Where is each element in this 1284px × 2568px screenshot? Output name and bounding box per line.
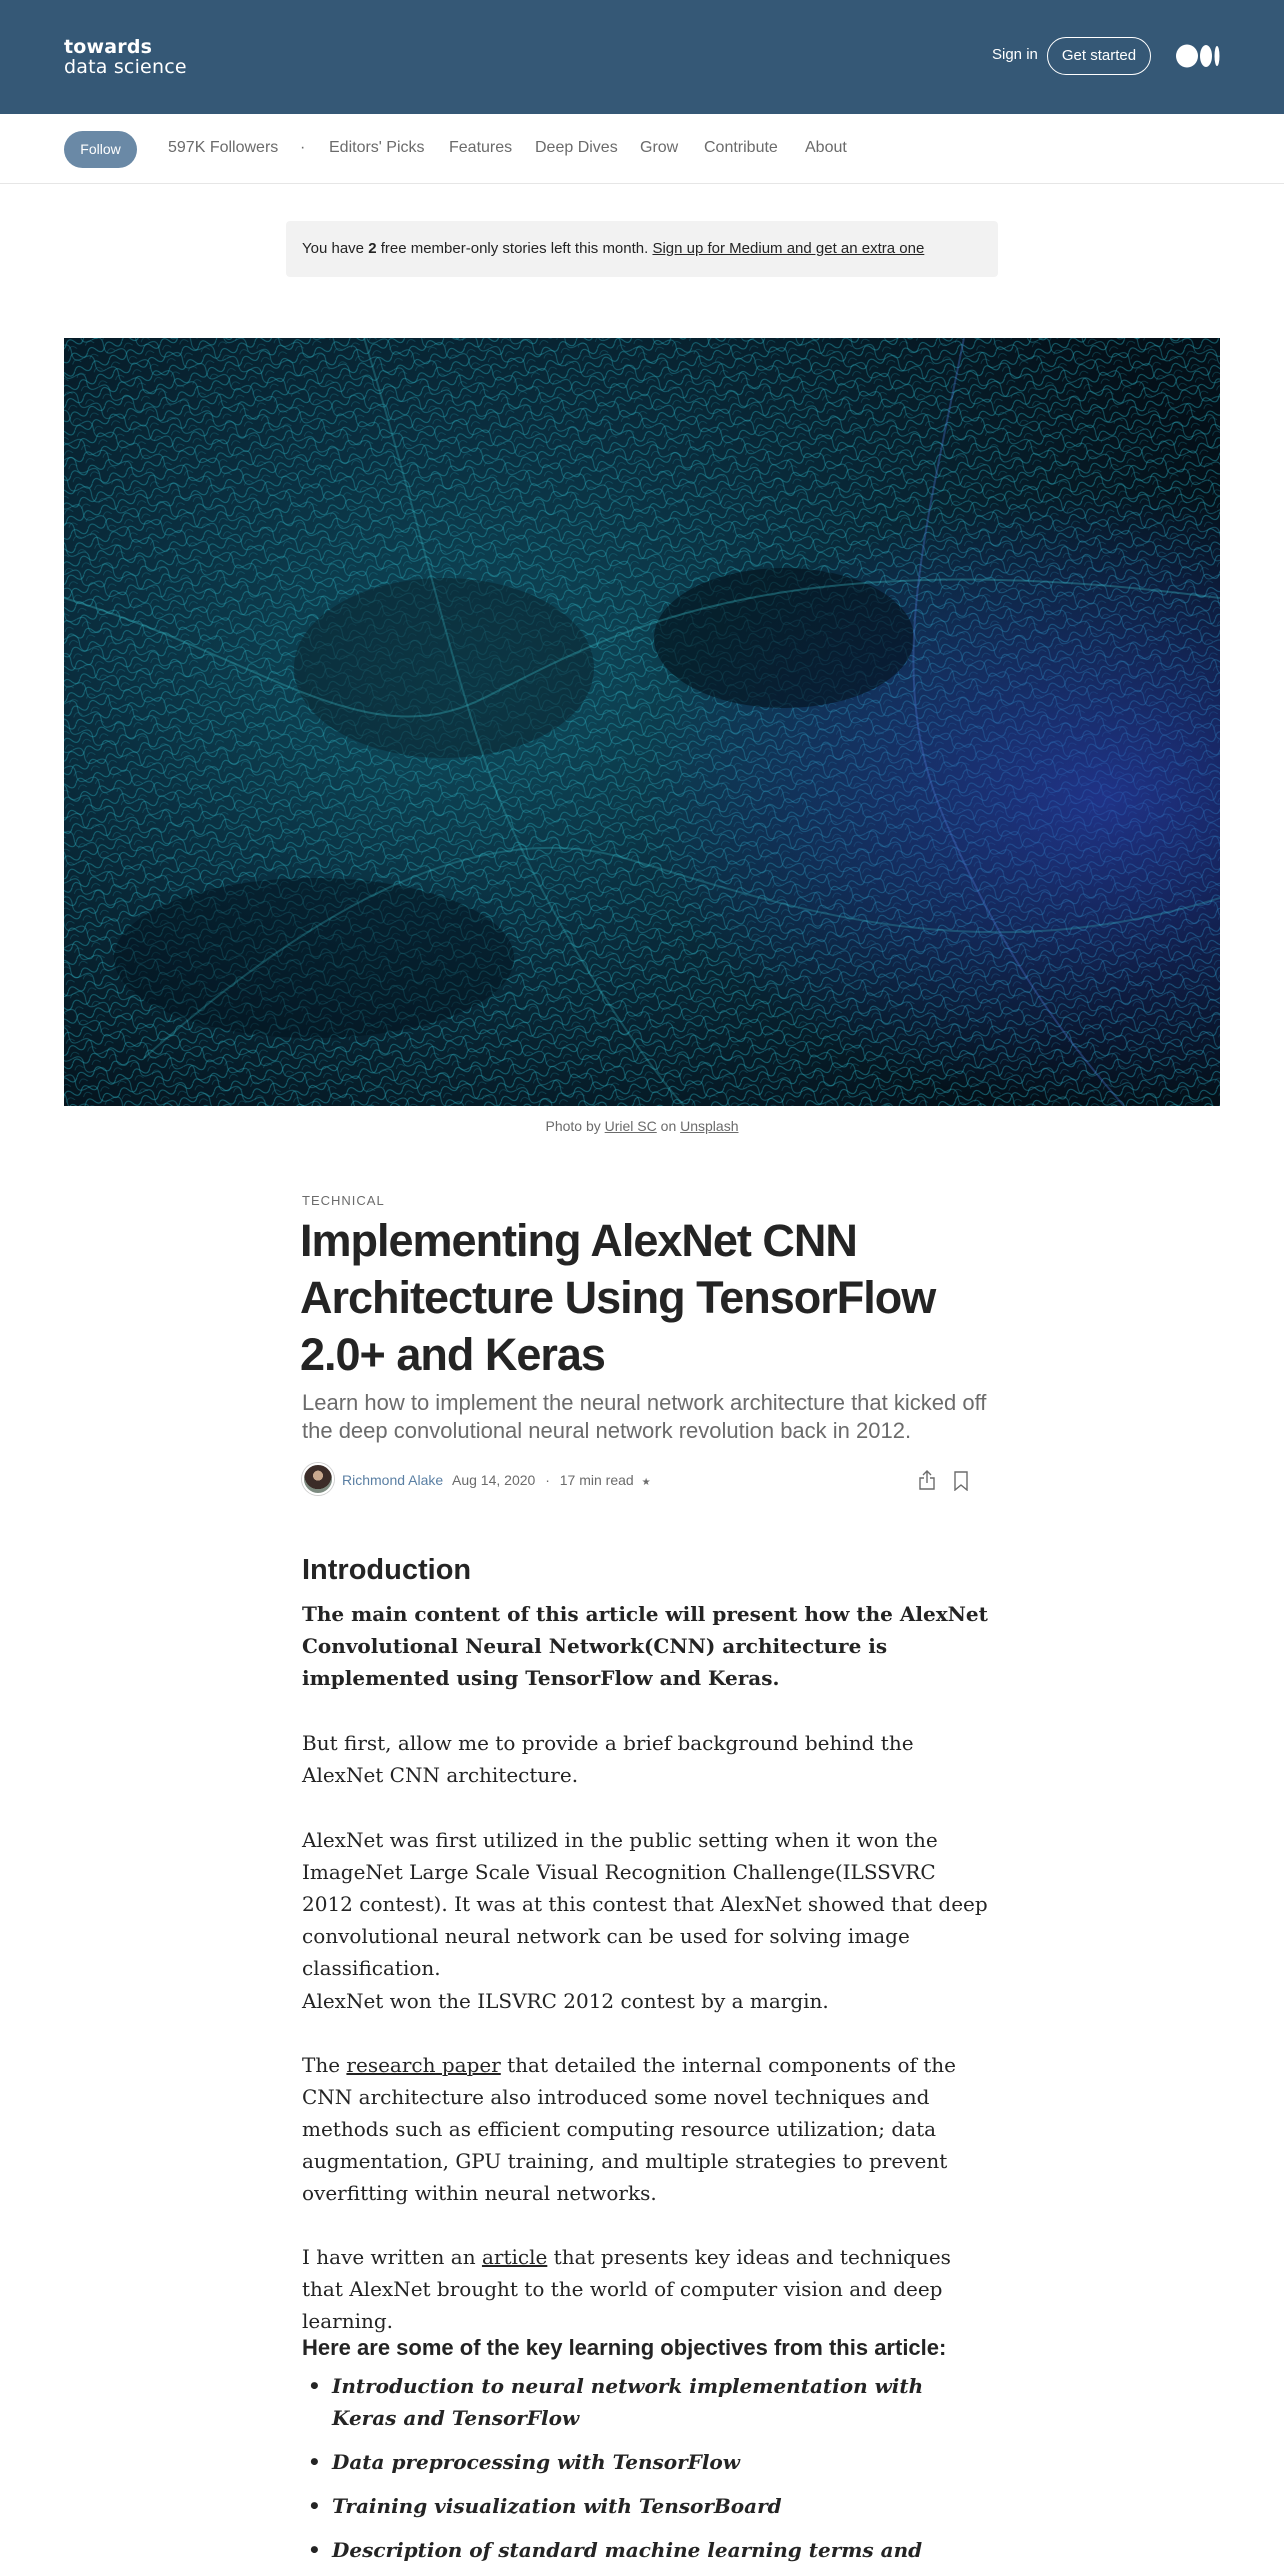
medium-logo-icon[interactable] (1176, 44, 1222, 68)
p5-pre: The (302, 2053, 347, 2077)
paragraph-2: But first, allow me to provide a brief background behind the AlexNet CNN architecture. (302, 1731, 914, 1787)
banner-count: 2 (368, 240, 377, 257)
paragraph-3: AlexNet was first utilized in the public setting when it won the ImageNet Large Scale Visual Recognition Challenge(ILSSVRC 2012 contest). It was at this contest that AlexNet showed that deep convolutional neural network can be used for solving image classification. (302, 1828, 988, 1980)
nav-item-deep-dives[interactable]: Deep Dives (535, 139, 618, 156)
signup-link[interactable]: Sign up for Medium and get an extra one (652, 240, 925, 257)
nav-item-about[interactable]: About (805, 139, 847, 156)
paragraph-1: The main content of this article will present how the AlexNet Convolutional Neural Network(CNN) architecture is implemented using TensorFlow and Keras. (302, 1602, 988, 1690)
article-meta (452, 1472, 651, 1488)
hero-image (64, 338, 1220, 1106)
caption-mid: on (656, 1118, 681, 1134)
author-avatar[interactable] (302, 1463, 334, 1495)
nav-item-editors-picks[interactable]: Editors' Picks (329, 139, 425, 156)
section-heading-introduction: Introduction (302, 1554, 472, 1586)
research-paper-link[interactable]: research paper (346, 2053, 501, 2077)
member-star-icon: ★ (641, 1477, 651, 1488)
objectives-heading: Here are some of the key learning objectives from this article: (302, 2335, 947, 2360)
nav-item-contribute[interactable]: Contribute (704, 139, 778, 156)
banner-middle: free member-only stories left this month. (376, 240, 653, 257)
meta-dot: · (545, 1472, 550, 1488)
logo-line-2: data science (64, 56, 187, 78)
logo-line-1: towards (64, 36, 153, 58)
bookmark-icon[interactable] (953, 1471, 969, 1491)
list-item: • Training visualization with TensorBoard (302, 2490, 992, 2522)
paragraph-5 (302, 2049, 992, 2209)
publication-nav (0, 114, 1284, 184)
list-item: • Data preprocessing with TensorFlow (302, 2446, 992, 2478)
article-byline (302, 1463, 992, 1497)
member-stories-banner (286, 221, 998, 277)
article-subtitle: Learn how to implement the neural network architecture that kicked off the deep convolutional neural network revolution back in 2012. (302, 1390, 987, 1443)
author-name[interactable]: Richmond Alake (342, 1472, 444, 1488)
nav-item-features[interactable]: Features (449, 139, 513, 156)
article-link[interactable]: article (481, 2245, 548, 2269)
get-started-button[interactable]: Get started (1047, 37, 1151, 75)
photographer-link[interactable]: Uriel SC (604, 1118, 657, 1134)
hero-caption (0, 1118, 1284, 1134)
banner-prefix: You have (302, 240, 369, 257)
list-item: • Introduction to neural network implementation with Keras and TensorFlow (302, 2370, 992, 2434)
nav-item-grow[interactable]: Grow (640, 139, 679, 156)
p6-post: that presents key ideas and techniques that AlexNet brought to the world of computer vision and deep learning. (302, 2245, 951, 2333)
p5-post: that detailed the internal components of the CNN architecture also introduced some novel techniques and methods such as efficient computing resource utilization; data augmentation, GPU training, and multiple strategies to prevent overfitting within neural networks. (302, 2053, 957, 2205)
followers-count[interactable]: 597K Followers (168, 139, 279, 156)
unsplash-link[interactable]: Unsplash (680, 1118, 739, 1134)
paragraph-4: AlexNet won the ILSVRC 2012 contest by a margin. (302, 1989, 829, 2013)
p6-pre: I have written an (302, 2245, 482, 2269)
follow-button[interactable]: Follow (64, 131, 137, 168)
site-header (0, 0, 1284, 114)
list-item: • Description of standard machine learning terms and (302, 2534, 992, 2566)
share-icon[interactable] (917, 1469, 937, 1491)
neural-mesh-illustration (64, 338, 1220, 1106)
paragraph-6 (302, 2241, 992, 2337)
nav-separator: · (300, 139, 306, 156)
publication-logo[interactable] (64, 37, 187, 77)
sign-in-link[interactable]: Sign in (992, 46, 1038, 63)
caption-prefix: Photo by (545, 1118, 605, 1134)
article-kicker[interactable]: TECHNICAL (302, 1193, 385, 1208)
read-time: 17 min read (559, 1472, 634, 1488)
objectives-list (302, 2370, 992, 2568)
publish-date: Aug 14, 2020 (452, 1472, 536, 1488)
article-title: Implementing AlexNet CNN Architecture Using TensorFlow 2.0+ and Keras (300, 1215, 936, 1380)
